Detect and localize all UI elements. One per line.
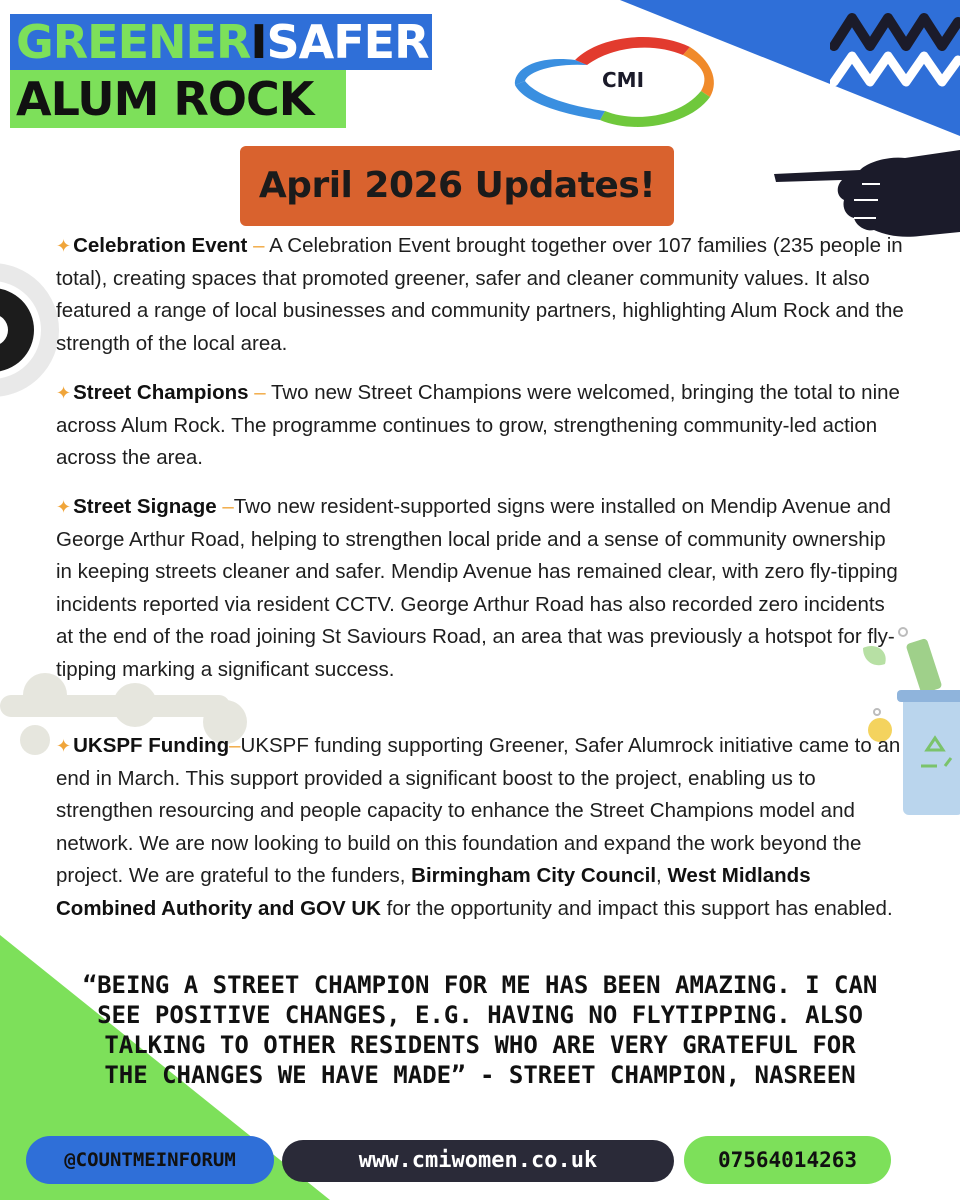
sparkle-icon: ✦ bbox=[56, 236, 72, 256]
testimonial-quote: “BEING A STREET CHAMPION FOR ME HAS BEEN AMAZING. I CAN SEE POSITIVE CHANGES, E.G. HAVING NO FLYTIPPING. ALSO TALKING TO OTHER RESIDENTS WHO ARE VERY GRATEFUL FOR THE CHANGES WE HAVE MADE” - STREET CHAMPION, NASREEN bbox=[82, 971, 878, 1089]
section-body: Two new Street Champions were welcomed, bringing the total to nine across Alum Rock. The programme continues to grow, strengthening community-led action across the area. bbox=[56, 381, 900, 469]
title-separator: I bbox=[250, 15, 267, 69]
section-title: UKSPF Funding bbox=[73, 734, 230, 757]
section-celebration-event bbox=[56, 230, 906, 360]
section-street-champions bbox=[56, 377, 906, 475]
phone-link[interactable]: 07564014263 bbox=[684, 1136, 891, 1184]
sparkle-icon: ✦ bbox=[56, 383, 72, 403]
title-word-greener: GREENER bbox=[16, 15, 251, 69]
title-word-safer: SAFER bbox=[266, 15, 429, 69]
page-title: April 2026 Updates! bbox=[240, 146, 674, 226]
zigzag-icon bbox=[830, 4, 960, 100]
section-dash: – bbox=[216, 495, 234, 518]
section-dash: – bbox=[247, 234, 270, 257]
funder-wmca-gov: West Midlands Combined Authority and GOV UK bbox=[56, 864, 811, 920]
title-line-1 bbox=[10, 14, 432, 70]
social-handle-link[interactable]: @COUNTMEINFORUM bbox=[26, 1136, 274, 1184]
section-title: Celebration Event bbox=[73, 234, 248, 257]
sparkle-icon: ✦ bbox=[56, 736, 72, 756]
section-tail: for the opportunity and impact this support has enabled. bbox=[380, 896, 893, 920]
section-body: UKSPF funding supporting Greener, Safer Alumrock initiative came to an end in March. This support provided a significant boost to the project, enabling us to strengthen resourcing and people capacity to enhance the Street Champions model and network. We are now looking to build on this foundation and expand the work beyond the project. We are grateful to the funders, bbox=[56, 734, 901, 887]
pointing-hand-icon bbox=[770, 140, 960, 240]
funder-separator: , bbox=[656, 864, 668, 887]
sparkle-icon: ✦ bbox=[56, 497, 72, 517]
section-dash: – bbox=[229, 734, 241, 757]
section-ukspf-funding bbox=[56, 730, 906, 925]
section-street-signage bbox=[56, 491, 906, 686]
title-line-2: ALUM ROCK bbox=[10, 70, 346, 128]
section-body: A Celebration Event brought together over 107 families (235 people in total), creating spaces that promoted greener, safer and cleaner community values. It also featured a range of local businesses and community partners, highlighting Alum Rock and the strength of the local area. bbox=[56, 234, 904, 355]
section-body: Two new resident-supported signs were installed on Mendip Avenue and George Arthur Road, helping to strengthen local pride and a sense of community ownership in keeping streets cleaner and safer. Mendip Avenue has remained clear, with zero fly-tipping incidents reported via resident CCTV. George Arthur Road has also recorded zero incidents at the end of the road joining St Saviours Road, an area that was previously a hotspot for fly-tipping marking a significant success. bbox=[56, 495, 898, 681]
cmi-logo-icon bbox=[505, 25, 735, 135]
section-dash: – bbox=[248, 381, 271, 404]
logo-text: CMI bbox=[601, 68, 645, 92]
funder-birmingham: Birmingham City Council bbox=[411, 864, 657, 887]
section-title: Street Signage bbox=[73, 495, 217, 518]
website-link[interactable]: www.cmiwomen.co.uk bbox=[282, 1140, 674, 1182]
section-title: Street Champions bbox=[73, 381, 249, 404]
